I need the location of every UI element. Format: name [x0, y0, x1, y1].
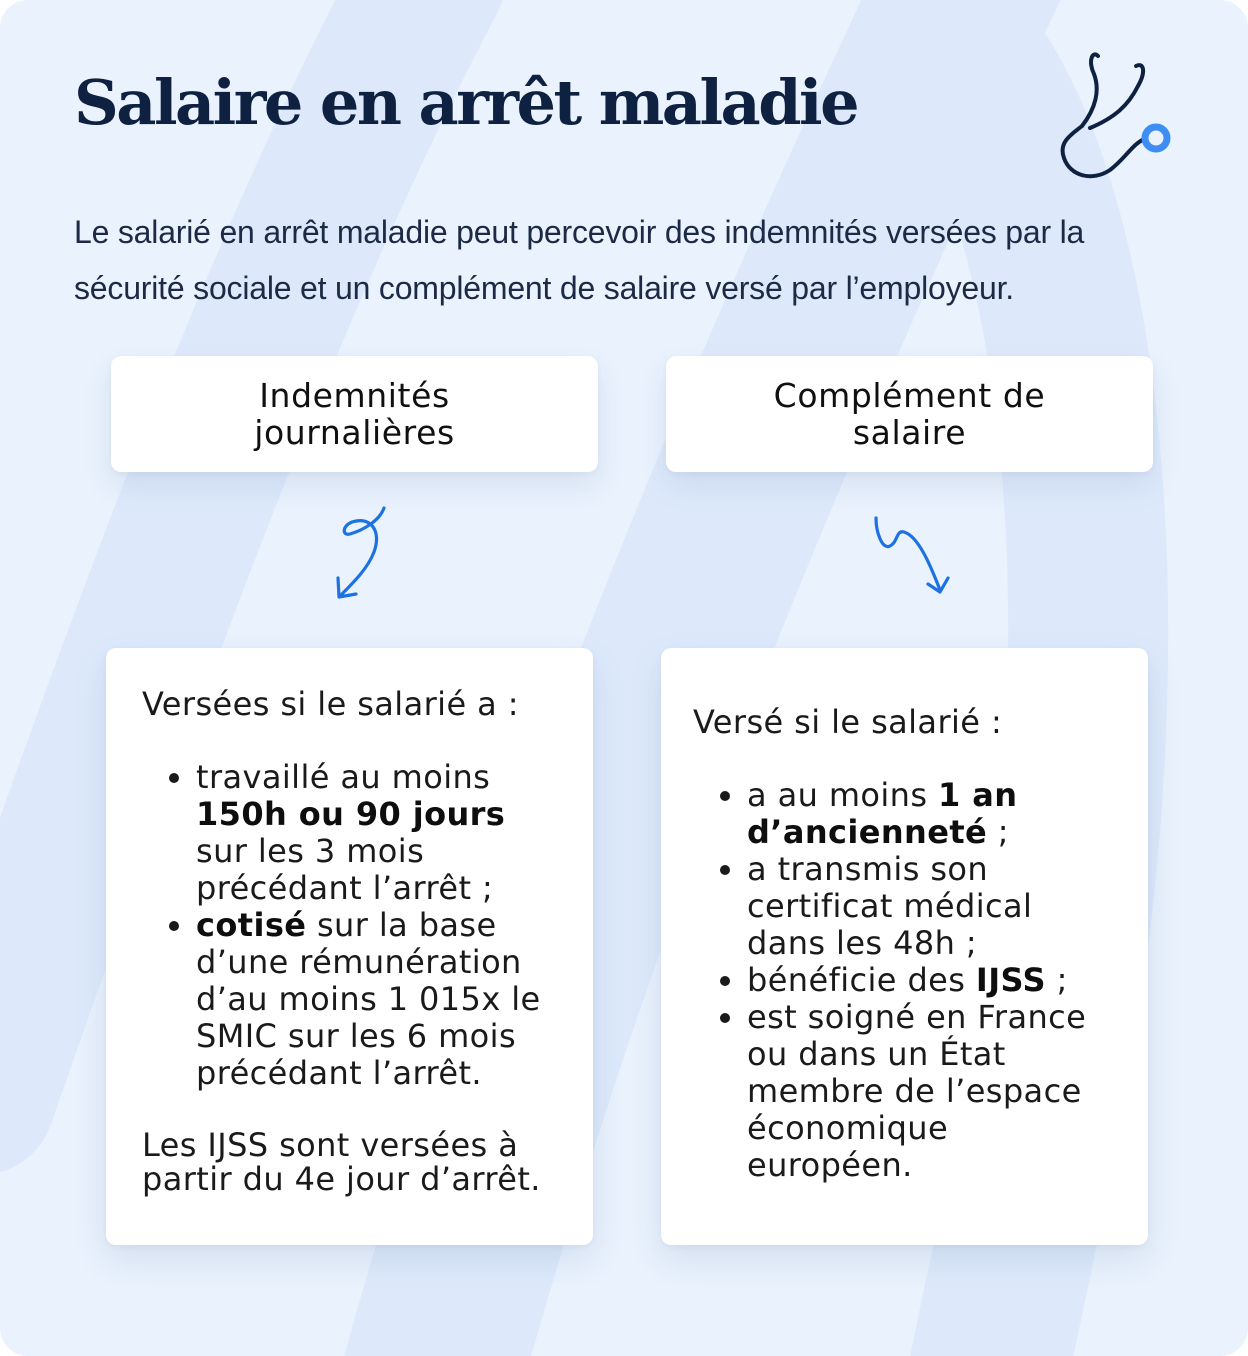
curly-arrow-down-left-icon [322, 500, 402, 604]
conditions-card-indemnites [106, 648, 593, 1245]
heading-card-indemnites [111, 356, 598, 472]
lead-indemnites: Versées si le salarié a : [142, 685, 519, 723]
list-item: • a transmis son certificat médical dans les 48h ; [747, 851, 1118, 962]
intro-text: Le salarié en arrêt maladie peut percevoir des indemnités versées par la sécurité sociale et un complément de salaire versé par l’employeur. [74, 214, 1085, 306]
conditions-list-indemnites [142, 759, 563, 1092]
heading-card-complement [666, 356, 1153, 472]
list-item: • cotisé sur la base d’une rémunération d’au moins 1 015x le SMIC sur les 6 mois précédant l’arrêt. [196, 907, 563, 1092]
list-item: • travaillé au moins 150h ou 90 jours sur les 3 mois précédant l’arrêt ; [196, 759, 563, 907]
stethoscope-icon [1052, 44, 1182, 186]
wavy-arrow-down-right-icon [868, 510, 958, 600]
footer-note-indemnites: Les IJSS sont versées à partir du 4e jour d’arrêt. [142, 1126, 541, 1198]
page-title: Salaire en arrêt maladie [74, 66, 858, 139]
list-item: • a au moins 1 an d’ancienneté ; [747, 777, 1118, 851]
lead-complement: Versé si le salarié : [693, 703, 1003, 741]
heading-indemnites: Indemnités journalières [254, 376, 455, 452]
conditions-card-complement [661, 648, 1148, 1245]
conditions-list-complement [693, 777, 1118, 1184]
list-item: • est soigné en France ou dans un État membre de l’espace économique européen. [747, 999, 1118, 1184]
heading-complement: Complément de salaire [773, 376, 1046, 452]
list-item: • bénéficie des IJSS ; [747, 962, 1118, 999]
